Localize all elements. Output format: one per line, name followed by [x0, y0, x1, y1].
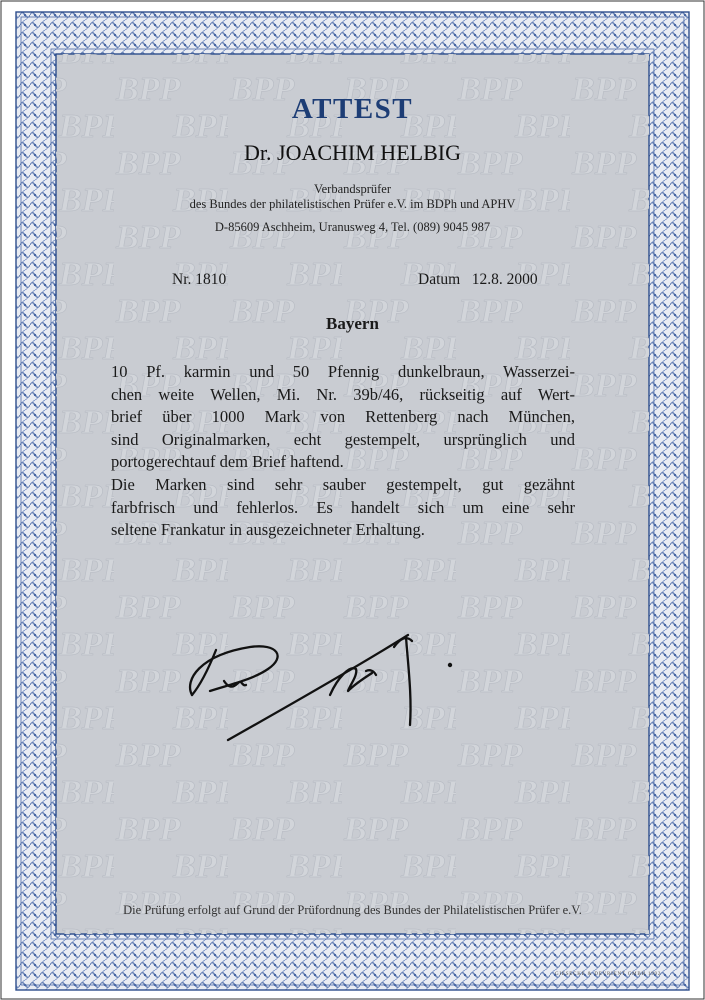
handwritten-signature — [180, 625, 470, 750]
body-line: brief über 1000 Mark von Rettenberg nach München, — [111, 407, 575, 427]
body-line: chen weite Wellen, Mi. Nr. 39b/46, rückseitig auf Wert- — [111, 384, 575, 404]
body-line: sind Originalmarken, echt gestempelt, ursprünglich und — [111, 429, 575, 449]
expert-address: D-85609 Aschheim, Uranusweg 4, Tel. (089) 9045 987 — [214, 220, 491, 234]
region-heading: Bayern — [326, 314, 379, 333]
body-line: Die Marken sind sehr sauber gestempelt, gut gezähnt — [111, 474, 575, 494]
certificate-number: Nr. 1810 — [172, 271, 227, 288]
certificate-date: Datum 12.8. 2000 — [418, 271, 538, 288]
body-line: seltene Frankatur in ausgezeichneter Erhaltung. — [111, 520, 425, 540]
expert-name: Dr. JOACHIM HELBIG — [244, 140, 461, 165]
expert-role: Verbandsprüfer — [313, 182, 392, 196]
printer-mark: GIESECKE & DEVRIENT GMBH 1992 — [555, 972, 662, 977]
certificate-footer: Die Prüfung erfolgt auf Grund der Prüfordnung des Bundes der Philatelistischen Prüfer e.V. — [123, 903, 582, 917]
certificate-title: ATTEST — [291, 93, 414, 125]
body-line: farbfrisch und fehlerlos. Es handelt sich um eine sehr — [111, 497, 575, 517]
expert-association: des Bundes der philatelistischen Prüfer e.V. im BDPh und APHV — [189, 197, 516, 211]
certificate-body — [111, 361, 575, 542]
body-line: portogerechtauf dem Brief haftend. — [111, 452, 344, 472]
body-line: 10 Pf. karmin und 50 Pfennig dunkelbraun, Wasserzei- — [111, 362, 575, 381]
